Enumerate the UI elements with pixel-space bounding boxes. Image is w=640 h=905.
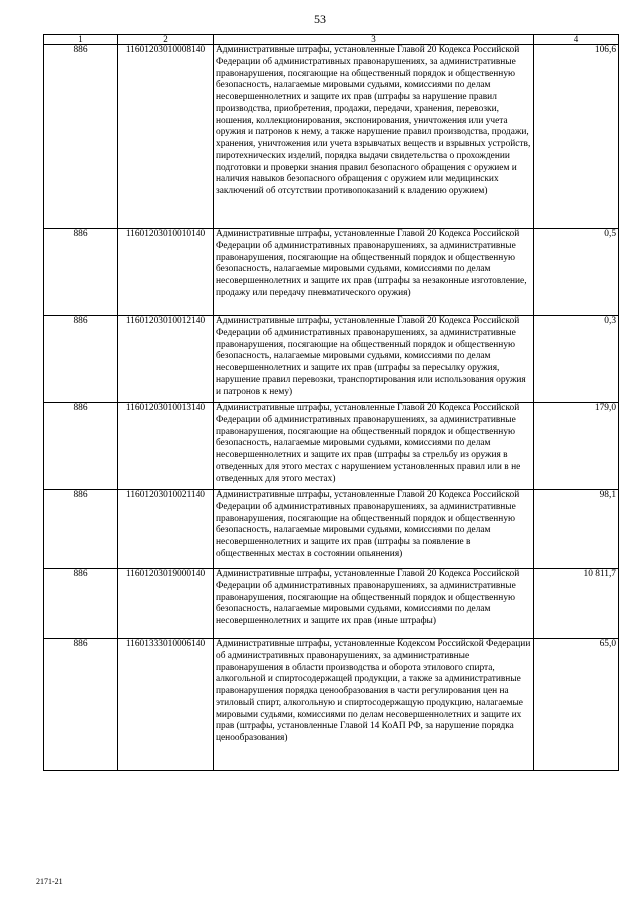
revenue-description-cell: Административные штрафы, установленные Главой 20 Кодекса Российской Федерации об административных правонарушениях, за административные правонарушения, посягающие на общественный порядок и общественную безопасность, налагаемые мировыми судьями, комиссиями по делам несовершеннолетних и защите их прав (штрафы за стрельбу из оружия в отведенных для этого местах с нарушением установленных правил или в не отведенных для этого местах)	[214, 403, 534, 490]
amount-cell: 179,0	[534, 403, 619, 490]
amount-cell: 106,6	[534, 45, 619, 229]
admin-code-cell: 886	[44, 490, 118, 569]
column-number-2: 2	[118, 35, 214, 45]
budget-classification-code-cell: 11601203010012140	[118, 316, 214, 403]
admin-code-cell: 886	[44, 229, 118, 316]
column-number-4: 4	[534, 35, 619, 45]
amount-cell: 98,1	[534, 490, 619, 569]
revenue-description-cell: Административные штрафы, установленные Кодексом Российской Федерации об административных правонарушениях, за административные правонарушения в области производства и оборота этилового спирта, алкогольной и спиртосодержащей продукции, а также за административные правонарушения порядка ценообразования в части регулирования цен на этиловый спирт, алкогольную и спиртосодержащую продукцию, налагаемые мировыми судьями, комиссиями по делам несовершеннолетних и защите их прав (штрафы, установленные Главой 14 КоАП РФ, за нарушение порядка ценообразования)	[214, 639, 534, 771]
budget-classification-code-cell: 11601203010013140	[118, 403, 214, 490]
admin-code-cell: 886	[44, 639, 118, 771]
admin-code-cell: 886	[44, 403, 118, 490]
budget-classification-code-cell: 11601203010021140	[118, 490, 214, 569]
amount-cell: 65,0	[534, 639, 619, 771]
table-row	[44, 229, 619, 316]
admin-code-cell: 886	[44, 569, 118, 639]
budget-classification-code-cell: 11601333010006140	[118, 639, 214, 771]
table-row	[44, 403, 619, 490]
amount-cell: 0,5	[534, 229, 619, 316]
document-footer-code: 2171-21	[36, 877, 63, 886]
amount-cell: 0,3	[534, 316, 619, 403]
admin-code-cell: 886	[44, 316, 118, 403]
revenue-description-cell: Административные штрафы, установленные Главой 20 Кодекса Российской Федерации об административных правонарушениях, за административные правонарушения, посягающие на общественный порядок и общественную безопасность, налагаемые мировыми судьями, комиссиями по делам несовершеннолетних и защите их прав (штрафы за нарушение правил производства, приобретения, продажи, передачи, хранения, перевозки, ношения, коллекционирования, экспонирования, уничтожения или учета оружия и патронов к нему, а также нарушение правил производства, продажи, хранения, уничтожения или учета взрывчатых веществ и взрывных устройств, пиротехнических изделий, порядка выдачи свидетельства о прохождении подготовки и проверки знания правил безопасного обращения с оружием и наличия навыков безопасного обращения с оружием или медицинских заключений об отсутствии противопоказаний к владению оружием)	[214, 45, 534, 229]
table-row	[44, 569, 619, 639]
page-number: 53	[314, 12, 326, 26]
table-row	[44, 316, 619, 403]
table-row	[44, 639, 619, 771]
revenue-description-cell: Административные штрафы, установленные Главой 20 Кодекса Российской Федерации об административных правонарушениях, за административные правонарушения, посягающие на общественный порядок и общественную безопасность, налагаемые мировыми судьями, комиссиями по делам несовершеннолетних и защите их прав (штрафы за незаконные изготовление, продажу или передачу пневматического оружия)	[214, 229, 534, 316]
budget-classification-code-cell: 11601203010008140	[118, 45, 214, 229]
column-number-3: 3	[214, 35, 534, 45]
column-number-1: 1	[44, 35, 118, 45]
budget-classification-code-cell: 11601203010010140	[118, 229, 214, 316]
table-row	[44, 45, 619, 229]
revenue-description-cell: Административные штрафы, установленные Главой 20 Кодекса Российской Федерации об административных правонарушениях, за административные правонарушения, посягающие на общественный порядок и общественную безопасность, налагаемые мировыми судьями, комиссиями по делам несовершеннолетних и защите их прав (штрафы за пересылку оружия, нарушение правил перевозки, транспортирования или использования оружия и патронов к нему)	[214, 316, 534, 403]
budget-revenue-table	[43, 34, 619, 771]
column-number-row	[44, 35, 619, 45]
amount-cell: 10 811,7	[534, 569, 619, 639]
revenue-description-cell: Административные штрафы, установленные Главой 20 Кодекса Российской Федерации об административных правонарушениях, за административные правонарушения, посягающие на общественный порядок и общественную безопасность, налагаемые мировыми судьями, комиссиями по делам несовершеннолетних и защите их прав (штрафы за появление в общественных местах в состоянии опьянения)	[214, 490, 534, 569]
revenue-description-cell: Административные штрафы, установленные Главой 20 Кодекса Российской Федерации об административных правонарушениях, за административные правонарушения, посягающие на общественный порядок и общественную безопасность, налагаемые мировыми судьями, комиссиями по делам несовершеннолетних и защите их прав (иные штрафы)	[214, 569, 534, 639]
budget-classification-code-cell: 11601203019000140	[118, 569, 214, 639]
admin-code-cell: 886	[44, 45, 118, 229]
table-row	[44, 490, 619, 569]
